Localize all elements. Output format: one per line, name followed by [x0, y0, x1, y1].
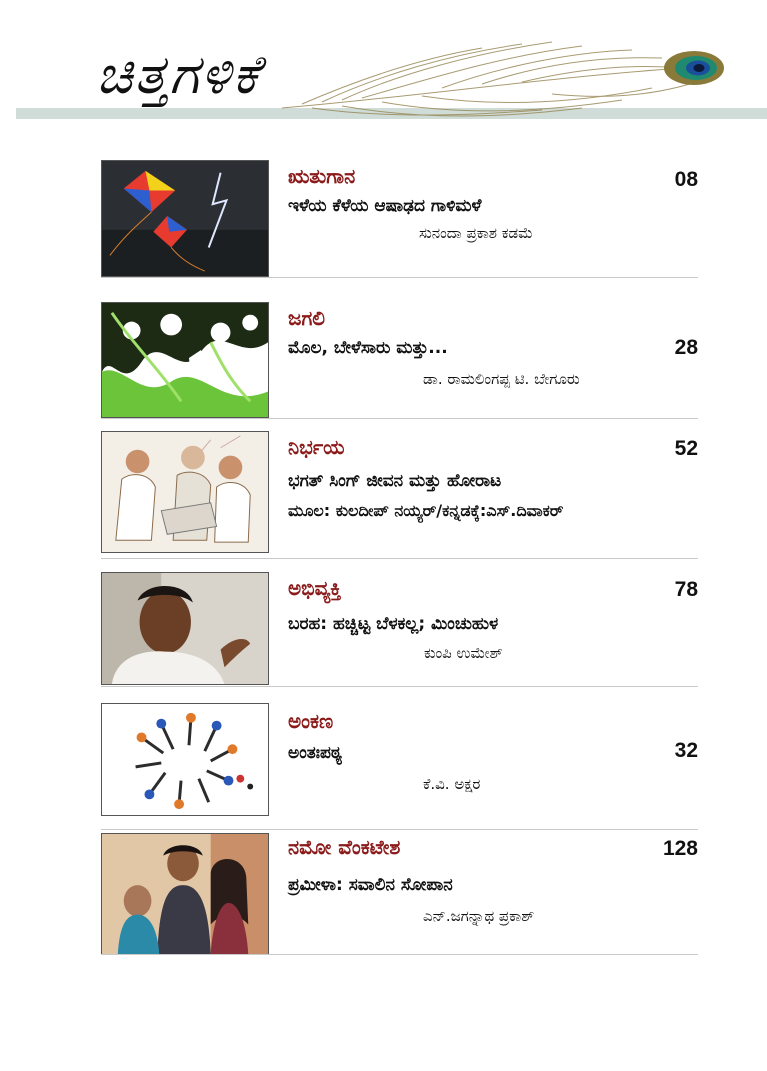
page-number: 78 [674, 578, 698, 601]
page-number: 128 [662, 837, 698, 860]
green-abstract-image [101, 302, 269, 418]
author-name: ಮೂಲ: ಕುಲದೀಪ್ ನಯ್ಯರ್/ಕನ್ನಡಕ್ಕೆ:ಎಸ್.ದಿವಾಕರ್ [288, 501, 564, 520]
section-title: ಅಂಕಣ [288, 709, 334, 733]
author-name: ಕುಂಪಿ ಉಮೇಶ್ [424, 644, 503, 662]
sketch-illustration-image [101, 431, 269, 553]
toc-entry[interactable] [101, 302, 698, 418]
circle-figures-image [101, 703, 269, 816]
article-title: ಮೊಲ, ಬೇಳೆಸಾರು ಮತ್ತು... [288, 338, 448, 358]
page-number: 52 [674, 437, 698, 460]
toc-entry[interactable] [101, 572, 698, 687]
section-title: ಜಗಲಿ [288, 306, 325, 330]
divider [101, 686, 698, 687]
toc-entry[interactable] [101, 703, 698, 816]
divider [101, 829, 698, 830]
author-name: ಎನ್.ಜಗನ್ನಾಥ ಪ್ರಕಾಶ್ [423, 907, 535, 925]
section-title: ನಿರ್ಭಯ [288, 435, 345, 459]
masthead [0, 0, 767, 130]
author-name: ಕೆ.ವಿ. ಅಕ್ಷರ [423, 775, 481, 793]
toc-entry[interactable] [101, 431, 698, 559]
toc-entry[interactable] [101, 833, 698, 955]
article-title: ಅಂತಃಪಠ್ಯ [288, 743, 343, 763]
divider [101, 954, 698, 955]
peacock-feather-icon [282, 38, 752, 120]
masthead-title: ಚಿತ್ತಗಳಿಕೆ [96, 43, 261, 106]
article-title: ಪ್ರಮೀಳಾ: ಸವಾಲಿನ ಸೋಪಾನ [288, 875, 453, 895]
divider [101, 558, 698, 559]
article-title: ಇಳೆಯ ಕೆಳೆಯ ಆಷಾಢದ ಗಾಳಿಮಳೆ [288, 196, 482, 216]
page-number: 28 [674, 336, 698, 359]
author-name: ಡಾ. ರಾಮಲಿಂಗಪ್ಪ ಟಿ. ಬೇಗೂರು [423, 370, 580, 388]
divider [101, 418, 698, 419]
toc-entry[interactable] [101, 160, 698, 277]
portrait-photo-image [101, 572, 269, 685]
section-title: ನಮೋ ವೆಂಕಟೇಶ [288, 835, 401, 859]
page-number: 32 [674, 739, 698, 762]
section-title: ಋತುಗಾನ [288, 164, 356, 188]
family-photo-image [101, 833, 269, 955]
kites-storm-image [101, 160, 269, 277]
divider [101, 277, 698, 278]
article-title: ಭಗತ್ ಸಿಂಗ್ ಜೀವನ ಮತ್ತು ಹೋರಾಟ [288, 471, 502, 491]
author-name: ಸುನಂದಾ ಪ್ರಕಾಶ ಕಡಮೆ [419, 224, 533, 242]
section-title: ಅಭಿವ್ಯಕ್ತಿ [288, 576, 342, 600]
page-number: 08 [674, 168, 698, 191]
article-title: ಬರಹ: ಹಚ್ಚಿಟ್ಟ ಬೆಳಕಲ್ಲ; ಮಿಂಚುಹುಳ [288, 614, 499, 634]
